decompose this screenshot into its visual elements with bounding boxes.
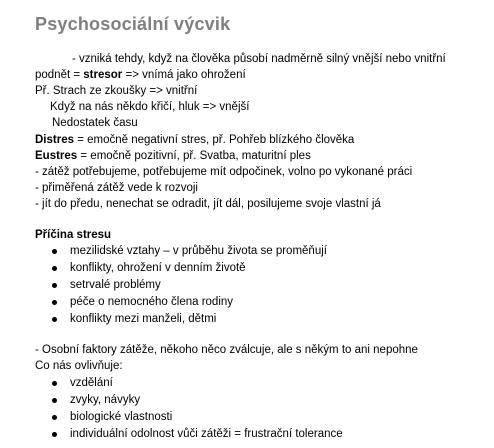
text-line: - Osobní faktory zátěže, někoho něco zválcuje, ale s někým to ani nepohne bbox=[35, 344, 418, 356]
text-line: Nedostatek času bbox=[52, 117, 138, 129]
bullet-icon bbox=[52, 317, 57, 322]
bullet-icon bbox=[52, 415, 57, 420]
stresor-term: stresor bbox=[83, 69, 123, 81]
text-line: podnět = stresor => vnímá jako ohrožení bbox=[35, 69, 246, 81]
text-line: Distres = emočně negativní stres, př. Pohřeb blízkého člověka bbox=[35, 134, 355, 146]
section-heading: Příčina stresu bbox=[35, 229, 112, 241]
text-line: Když na nás někdo křičí, hluk => vnější bbox=[50, 101, 250, 113]
bullet-icon bbox=[52, 300, 57, 305]
document-title: Psychosociální výcvik bbox=[35, 14, 231, 34]
text-line: Co nás ovlivňuje: bbox=[35, 360, 123, 372]
text-line: - zátěž potřebujeme, potřebujeme mít odpočinek, volno po vykonané práci bbox=[35, 166, 413, 178]
distres-term: Distres bbox=[35, 134, 74, 146]
bullet-icon bbox=[52, 283, 57, 288]
bullet-icon bbox=[52, 249, 57, 254]
bullet-icon bbox=[52, 381, 57, 386]
eustres-term: Eustres bbox=[35, 150, 78, 162]
document-page: Psychosociální výcvik - vzniká tehdy, když na člověka působí nadměrně silný vnější nebo vnitřní podnět = stresor => vnímá jako ohrožení Př. Strach ze zkoušky => vnitřní Když na nás někdo křičí, hluk => vnější Nedostatek času Distres = emočně negativní stres, př. Pohřeb blízkého člověka Eustres = emočně pozitivní, př. Svatba, maturitní ples - zátěž potřebujeme, potřebujeme mít odpočinek, volno po vykonané práci - přiměřená zátěž vede k rozvoji - jít do předu, nenechat se odradit, jít dál, posilujeme svoje vlastní já Příčina stresu mezilidské vztahy – v průběhu života se proměňují konflikty, ohrožení v denním životě setrvalé problémy péče o nemocného člena rodiny konflikty mezi manželi, dětmi - Osobní faktory zátěže, někoho něco zválcuje, ale s někým to ani nepohne Co nás ovlivňuje: vzdělání zvyky, návyky biologické vlastnosti individuální odolnost vůči zátěži = frustrační tolerance bbox=[35, 14, 446, 440]
bullet-icon bbox=[52, 266, 57, 271]
text-line: - jít do předu, nenechat se odradit, jít dál, posilujeme svoje vlastní já bbox=[35, 198, 381, 210]
text-line: Př. Strach ze zkoušky => vnitřní bbox=[35, 85, 198, 97]
text-line: Eustres = emočně pozitivní, př. Svatba, maturitní ples bbox=[35, 150, 311, 162]
bullet-icon bbox=[52, 432, 57, 437]
text-line: - přiměřená zátěž vede k rozvoji bbox=[35, 182, 198, 194]
bullet-icon bbox=[52, 398, 57, 403]
text-line: - vzniká tehdy, když na člověka působí nadměrně silný vnější nebo vnitřní bbox=[72, 53, 446, 65]
